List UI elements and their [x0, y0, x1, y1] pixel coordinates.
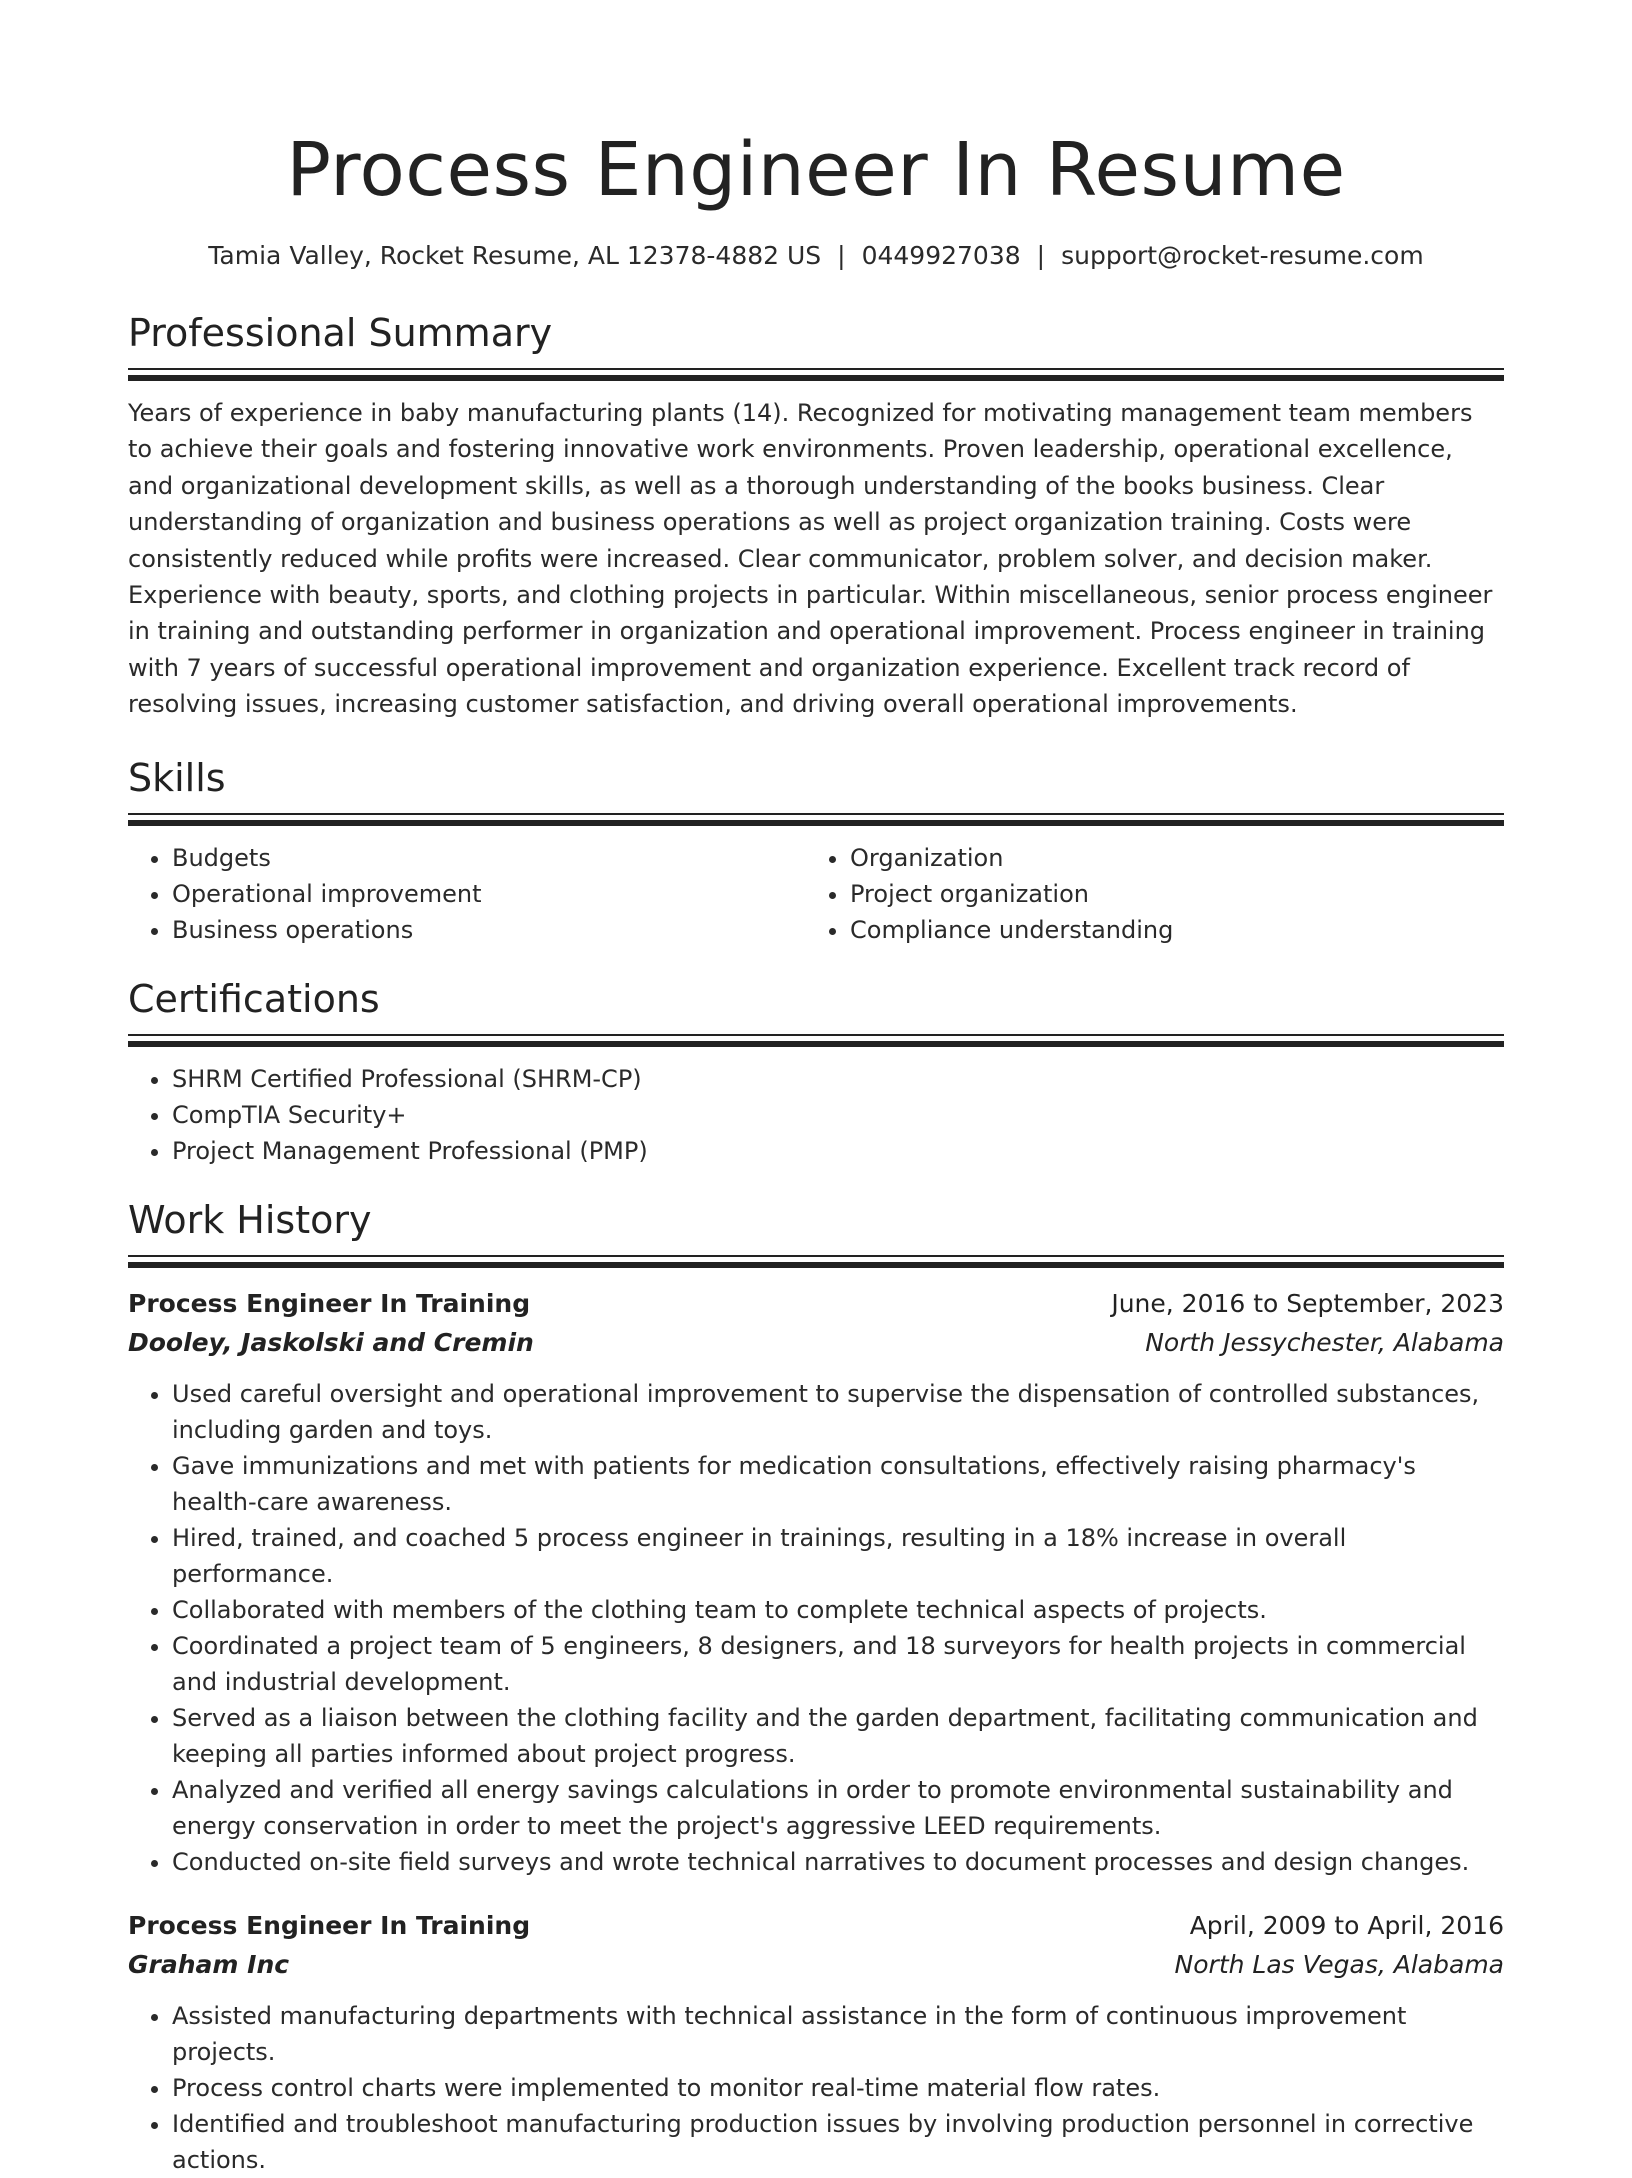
section-title-skills: Skills: [128, 755, 226, 800]
job-entry: [128, 1284, 1504, 1880]
resume-page: [128, 0, 1504, 2178]
contact-email: support@rocket-resume.com: [1061, 241, 1424, 270]
section-rule: [128, 1034, 1504, 1036]
job-bullet-list: [128, 1376, 1504, 1880]
contact-separator: |: [837, 241, 846, 270]
job-bullet: • Coordinated a project team of 5 engineers, 8 designers, and 18 surveyors for health projects in commercial and industrial development.: [172, 1628, 1504, 1700]
job-bullet: • Identified and troubleshoot manufacturing production issues by involving production personnel in corrective actions.: [172, 2106, 1504, 2178]
job-entry: [128, 1906, 1504, 2178]
skill-item: • Operational improvement: [172, 876, 806, 912]
resume-name: Process Engineer In Resume: [286, 127, 1346, 213]
section-rule: [128, 1255, 1504, 1257]
job-bullet: • Used careful oversight and operational improvement to supervise the dispensation of controlled substances, including garden and toys.: [172, 1376, 1504, 1448]
job-bullet: • Analyzed and verified all energy savings calculations in order to promote environmental sustainability and energy conservation in order to meet the project's aggressive LEED requirements.: [172, 1772, 1504, 1844]
contact-address: Tamia Valley, Rocket Resume, AL 12378-4882 US: [208, 241, 822, 270]
certification-item: • SHRM Certified Professional (SHRM-CP): [172, 1061, 1504, 1097]
job-bullet: • Hired, trained, and coached 5 process engineer in trainings, resulting in a 18% increase in overall performance.: [172, 1520, 1504, 1592]
job-bullet: • Assisted manufacturing departments with technical assistance in the form of continuous improvement projects.: [172, 1998, 1504, 2070]
certification-item: • Project Management Professional (PMP): [172, 1133, 1504, 1169]
job-title: Process Engineer In Training: [128, 1288, 531, 1318]
job-company-row: [128, 1323, 1504, 1362]
job-bullet: • Gave immunizations and met with patients for medication consultations, effectively raising pharmacy's health-care awareness.: [172, 1448, 1504, 1520]
skills-columns: [128, 840, 1504, 948]
section-rule: [128, 813, 1504, 815]
contact-phone: 0449927038: [861, 241, 1021, 270]
job-company: Graham Inc: [128, 1949, 290, 1979]
section-rule-thick: [128, 1262, 1504, 1268]
section-rule: [128, 368, 1504, 370]
job-bullet: • Served as a liaison between the clothing facility and the garden department, facilitating communication and keeping all parties informed about project progress.: [172, 1700, 1504, 1772]
skills-section: [128, 753, 1504, 948]
job-title: Process Engineer In Training: [128, 1910, 531, 1940]
summary-text: Years of experience in baby manufacturing plants (14). Recognized for motivating management team members to achieve their goals and fostering innovative work environments. Proven leadership, operational excellence, and organizational development skills, as well as a thorough understanding of the books business. Clear understanding of organization and business operations as well as project organization training. Costs were consistently reduced while profits were increased. Clear communicator, problem solver, and decision maker. Experience with beauty, sports, and clothing projects in particular. Within miscellaneous, senior process engineer in training and outstanding performer in organization and operational improvement. Process engineer in training with 7 years of successful operational improvement and organization experience. Excellent track record of resolving issues, increasing customer satisfaction, and driving overall operational improvements.: [128, 399, 1493, 719]
skill-item: • Business operations: [172, 912, 806, 948]
work-history-section: [128, 1195, 1504, 2178]
job-bullet: • Collaborated with members of the clothing team to complete technical aspects of projects.: [172, 1592, 1504, 1628]
job-bullet-list: [128, 1998, 1504, 2178]
summary-section: [128, 308, 1504, 723]
job-header-row: [128, 1284, 1504, 1323]
section-rule-thick: [128, 1041, 1504, 1047]
job-location: North Jessychester, Alabama: [1145, 1327, 1504, 1357]
contact-line: [128, 238, 1504, 274]
job-dates: June, 2016 to September, 2023: [1111, 1288, 1504, 1318]
job-bullet: • Process control charts were implemented to monitor real-time material flow rates.: [172, 2070, 1504, 2106]
section-title-certifications: Certifications: [128, 976, 380, 1021]
section-title-work-history: Work History: [128, 1197, 372, 1242]
skills-list-left: [128, 840, 806, 948]
section-title-summary: Professional Summary: [128, 311, 553, 355]
job-company-row: [128, 1945, 1504, 1984]
job-header-row: [128, 1906, 1504, 1945]
job-company: Dooley, Jaskolski and Cremin: [128, 1327, 534, 1357]
skills-list-right: [806, 840, 1484, 948]
certifications-list: [128, 1061, 1504, 1169]
job-dates: April, 2009 to April, 2016: [1189, 1910, 1504, 1940]
skill-item: • Project organization: [850, 876, 1484, 912]
section-rule-thick: [128, 375, 1504, 381]
contact-separator: |: [1036, 241, 1046, 270]
skill-item: • Compliance understanding: [850, 912, 1484, 948]
skill-item: • Organization: [850, 840, 1484, 876]
section-rule-thick: [128, 820, 1504, 826]
skill-item: • Budgets: [172, 840, 806, 876]
job-bullet: • Conducted on-site field surveys and wrote technical narratives to document processes and design changes.: [172, 1844, 1504, 1880]
job-location: North Las Vegas, Alabama: [1174, 1949, 1504, 1979]
certification-item: • CompTIA Security+: [172, 1097, 1504, 1133]
certifications-section: [128, 974, 1504, 1169]
